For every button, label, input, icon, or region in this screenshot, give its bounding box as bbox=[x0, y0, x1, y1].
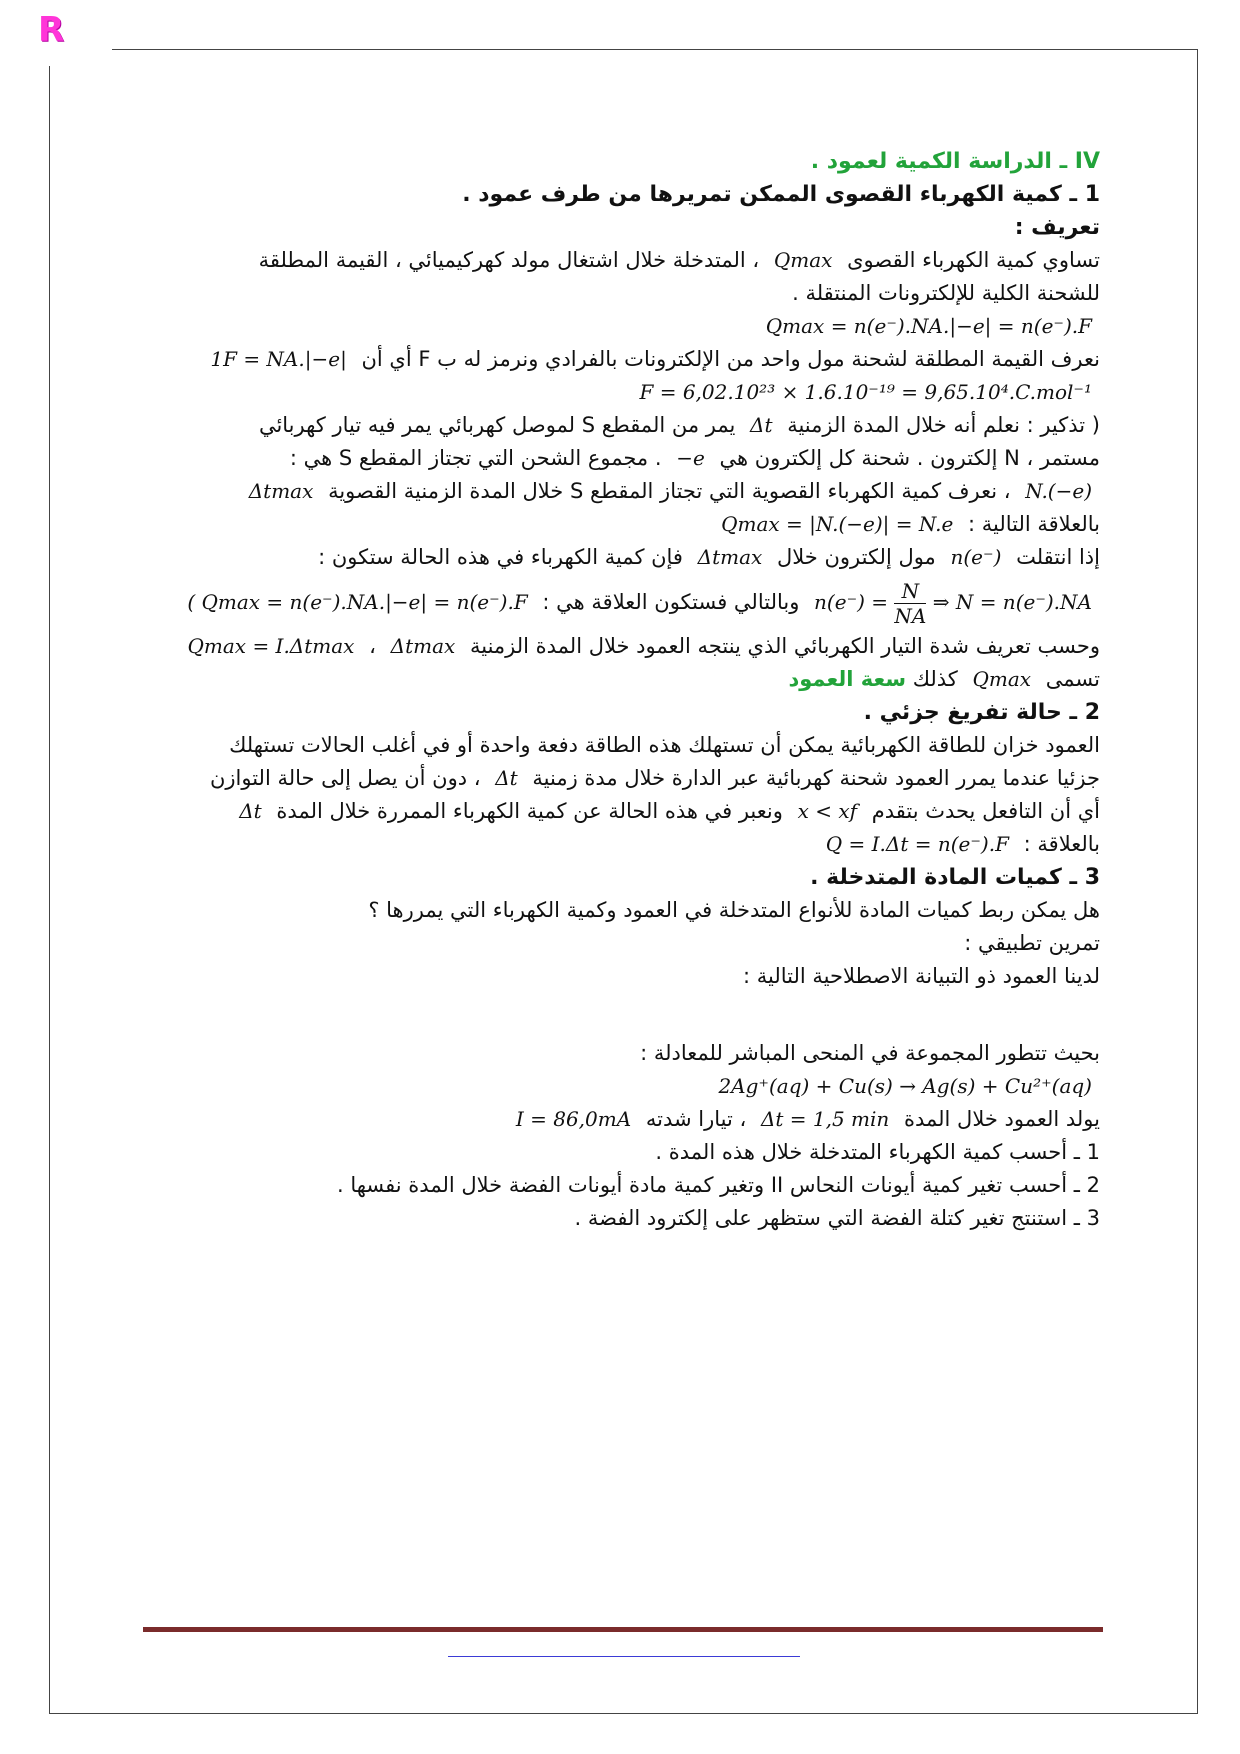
moles-relation-line bbox=[140, 574, 1100, 630]
question-3: 3 ـ استنتج تغير كتلة الفضة التي ستظهر على إلكترود الفضة . bbox=[574, 1206, 1100, 1230]
definition-text-a: تساوي كمية الكهرباء القصوى bbox=[847, 248, 1100, 272]
part2-title: 2 ـ حالة تفريغ جزئي . bbox=[863, 700, 1100, 725]
part2-text-b: ، دون أن يصل إلى حالة التوازن bbox=[209, 766, 481, 790]
total-charge-symbol: N.(−e) bbox=[1025, 479, 1092, 503]
logo: R bbox=[38, 10, 65, 50]
electron-charge-symbol: −e bbox=[676, 446, 705, 470]
capacity-line bbox=[140, 663, 1100, 696]
moles-equation bbox=[814, 574, 1092, 630]
document-body bbox=[140, 145, 1100, 1235]
definition-line-2: للشحنة الكلية للإلكترونات المنتقلة . bbox=[792, 281, 1100, 305]
part1-title: 1 ـ كمية الكهرباء القصوى الممكن تمريرها من طرف عمود . bbox=[462, 182, 1100, 207]
cell-diagram-space bbox=[140, 993, 1100, 1037]
fraction-denominator: NA bbox=[894, 604, 927, 628]
transfer-text-c: فإن كمية الكهرباء في هذه الحالة ستكون : bbox=[318, 545, 683, 569]
reminder-line-1 bbox=[140, 409, 1100, 442]
reminder-text-e: ، نعرف كمية الكهرباء القصوية التي تجتاز المقطع S خلال المدة الزمنية القصوية bbox=[328, 479, 1011, 503]
reminder-text-a: ( تذكير : نعلم أنه خلال المدة الزمنية bbox=[787, 413, 1100, 437]
part2-text-c: أي أن التافعل يحدث بتقدم bbox=[871, 799, 1100, 823]
top-border bbox=[112, 49, 1198, 50]
part2-line-2 bbox=[140, 762, 1100, 795]
reaction-equation: 2Ag⁺(aq) + Cu(s) → Ag(s) + Cu²⁺(aq) bbox=[718, 1074, 1092, 1098]
reminder-text-c: مستمر ، N إلكترون . شحنة كل إلكترون هي bbox=[719, 446, 1100, 470]
question-1: 1 ـ أحسب كمية الكهرباء المتدخلة خلال هذه المدة . bbox=[655, 1140, 1100, 1164]
moles-fraction bbox=[894, 579, 926, 628]
part2-relation-text: بالعلاقة : bbox=[1023, 832, 1100, 856]
footer-link-underline[interactable] bbox=[448, 1656, 800, 1657]
transfer-text-a: إذا انتقلت bbox=[1016, 545, 1100, 569]
qmax-symbol: Qmax bbox=[972, 667, 1032, 691]
delta-t-symbol: Δt bbox=[750, 413, 773, 437]
qmax-equation: Qmax = n(e⁻).NA.|−e| = n(e⁻).F bbox=[765, 314, 1092, 338]
reminder-line-3 bbox=[140, 475, 1100, 508]
part2-line-1: العمود خزان للطاقة الكهربائية يمكن أن تستهلك هذه الطاقة دفعة واحدة أو في أغلب الحالات تستهلك bbox=[229, 733, 1100, 757]
fraction-numerator: N bbox=[894, 579, 926, 604]
qmax-equation-line bbox=[140, 310, 1100, 343]
evolution-line: بحيث تتطور المجموعة في المنحى المباشر للمعادلة : bbox=[640, 1041, 1100, 1065]
definition-heading: تعريف : bbox=[1014, 215, 1100, 240]
generator-text-b: ، تيارا شدته bbox=[645, 1107, 747, 1131]
delta-t-symbol: Δt bbox=[239, 799, 262, 823]
relation-equation: Qmax = |N.(−e)| = N.e bbox=[721, 512, 954, 536]
faraday-value-line bbox=[140, 376, 1100, 409]
duration-value: Δt = 1,5 min bbox=[760, 1107, 890, 1131]
bottom-border bbox=[49, 1713, 1198, 1714]
faraday-definition-line bbox=[140, 343, 1100, 376]
part2-line-3 bbox=[140, 795, 1100, 828]
moles-lhs: n(e⁻) = bbox=[814, 590, 889, 614]
moles-result-equation: ( Qmax = n(e⁻).NA.|−e| = n(e⁻).F bbox=[187, 590, 528, 614]
current-line: وحسب تعريف شدة التيار الكهربائي الذي ينتجه العمود خلال المدة الزمنية Δtmax ، Qmax = I.Δtmax bbox=[140, 630, 1100, 663]
right-border bbox=[1197, 49, 1198, 1714]
transfer-line bbox=[140, 541, 1100, 574]
capacity-text-b: كذلك bbox=[912, 667, 958, 691]
delta-tmax-symbol: Δtmax bbox=[697, 545, 763, 569]
qmax-symbol: Qmax bbox=[773, 248, 833, 272]
generator-line bbox=[140, 1103, 1100, 1136]
definition-line-1 bbox=[140, 244, 1100, 277]
definition-text-b: ، المتدخلة خلال اشتغال مولد كهركيميائي ، القيمة المطلقة bbox=[258, 248, 760, 272]
generator-text-a: يولد العمود خلال المدة bbox=[903, 1107, 1100, 1131]
delta-tmax-symbol: Δtmax bbox=[248, 479, 314, 503]
part3-title: 3 ـ كميات المادة المتدخلة . bbox=[810, 865, 1100, 890]
delta-tmax-symbol: Δtmax bbox=[390, 634, 456, 658]
reaction-line bbox=[140, 1070, 1100, 1103]
part2-text-d: ونعبر في هذه الحالة عن كمية الكهرباء الممررة خلال المدة bbox=[276, 799, 783, 823]
partial-discharge-equation: Q = I.Δt = n(e⁻).F bbox=[825, 832, 1009, 856]
left-border bbox=[49, 66, 50, 1714]
relation-text: بالعلاقة التالية : bbox=[968, 512, 1100, 536]
advancement-inequality: x < xf bbox=[797, 799, 858, 823]
electron-moles-symbol: n(e⁻) bbox=[950, 545, 1002, 569]
section-iv-title: IV ـ الدراسة الكمية لعمود . bbox=[810, 149, 1100, 174]
exercise-heading: تمرين تطبيقي : bbox=[964, 931, 1100, 955]
moles-rhs: ⇒ N = n(e⁻).NA bbox=[932, 590, 1092, 614]
footer-bar bbox=[143, 1627, 1103, 1632]
current-text: وحسب تعريف شدة التيار الكهربائي الذي ينتجه العمود خلال المدة الزمنية bbox=[469, 634, 1100, 658]
current-equation: Qmax = I.Δtmax bbox=[187, 634, 355, 658]
faraday-value: F = 6,02.10²³ × 1.6.10⁻¹⁹ = 9,65.10⁴.C.mol⁻¹ bbox=[639, 380, 1092, 404]
capacity-term: سعة العمود bbox=[788, 667, 906, 691]
reminder-line-2 bbox=[140, 442, 1100, 475]
part2-text-a: جزئيا عندما يمرر العمود شحنة كهربائية عبر الدارة خلال مدة زمنية bbox=[532, 766, 1100, 790]
question-2: 2 ـ أحسب تغير كمية أيونات النحاس II وتغير كمية مادة أيونات الفضة خلال المدة نفسها . bbox=[337, 1173, 1100, 1197]
reminder-text-d: . مجموع الشحن التي تجتاز المقطع S هي : bbox=[289, 446, 662, 470]
moles-text: وبالتالي فستكون العلاقة هي : bbox=[542, 590, 800, 614]
reminder-text-b: يمر من المقطع S لموصل كهربائي يمر فيه تيار كهربائي bbox=[258, 413, 736, 437]
faraday-text: نعرف القيمة المطلقة لشحنة مول واحد من الإلكترونات بالفرادي ونرمز له ب F أي أن bbox=[361, 347, 1100, 371]
relation-line bbox=[140, 508, 1100, 541]
faraday-equation: 1F = NA.|−e| bbox=[210, 347, 347, 371]
delta-t-symbol: Δt bbox=[495, 766, 518, 790]
exercise-given: لدينا العمود ذو التبيانة الاصطلاحية التالية : bbox=[742, 964, 1100, 988]
part2-relation-line bbox=[140, 828, 1100, 861]
current-value: I = 86,0mA bbox=[515, 1107, 632, 1131]
part3-question: هل يمكن ربط كميات المادة للأنواع المتدخلة في العمود وكمية الكهرباء التي يمررها ؟ bbox=[368, 898, 1100, 922]
capacity-text-a: تسمى bbox=[1045, 667, 1100, 691]
transfer-text-b: مول إلكترون خلال bbox=[777, 545, 936, 569]
